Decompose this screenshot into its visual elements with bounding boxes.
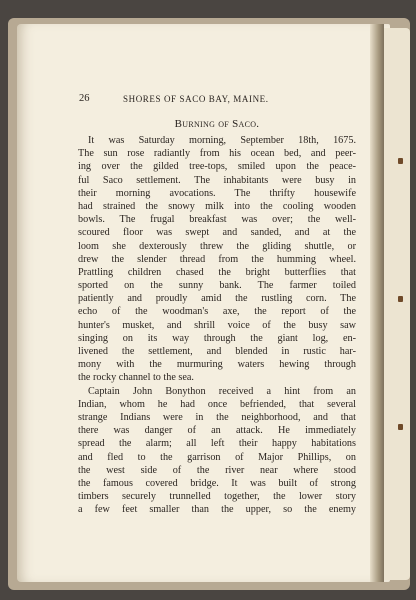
text-line: The sun rose radiantly from his ocean bed, and peer- — [78, 148, 356, 160]
text-line: spread the alarm; all left their happy habitations — [78, 438, 356, 450]
running-head: SHORES OF SACO BAY, MAINE. — [123, 94, 269, 104]
text-line: mony with the murmuring waters hewing through — [78, 359, 356, 371]
text-line: sported on the sunny bank. The farmer toiled — [78, 280, 356, 292]
text-line: and fled to the garrison of Major Phillips, on — [78, 451, 356, 463]
text-line: ing over the gilded tree-tops, smiled upon the peace- — [78, 161, 356, 173]
text-line: echo of the woodman's axe, the report of the — [78, 306, 356, 318]
page-tab-marker — [398, 424, 403, 430]
text-line: the famous covered bridge. It was built of strong — [78, 477, 356, 489]
section-title: Burning of Saco. — [174, 118, 260, 130]
text-line: drew the slender thread from the humming wheel. — [78, 253, 356, 265]
text-line: singing on its way through the giant log, en- — [78, 332, 356, 344]
text-line: hunter's musket, and shrill voice of the busy saw — [78, 319, 356, 331]
text-line: there was danger of an attack. He immediately — [78, 425, 356, 437]
text-line: ful Saco settlement. The inhabitants were busy in — [78, 174, 356, 186]
page-tab-marker — [398, 158, 403, 164]
text-line: livened the settlement, and blended in rustic har- — [78, 346, 356, 357]
page-tab-marker — [398, 296, 403, 302]
text-line: loom she dexterously threw the gliding shuttle, or — [78, 240, 356, 252]
text-line: patiently and proudly amid the rustling corn. The — [78, 293, 356, 305]
text-line: bowls. The frugal breakfast was over; the well- — [78, 214, 356, 226]
text-line: the rocky channel to the sea. — [78, 372, 194, 384]
text-line: Captain John Bonython received a hint from an — [88, 385, 356, 397]
body-text — [78, 134, 356, 516]
text-line: the west side of the river near where stood — [78, 464, 356, 476]
book-gutter — [370, 24, 384, 582]
page-number: 26 — [79, 93, 90, 104]
facing-page-edge — [384, 28, 410, 580]
text-line: Prattling children chased the bright butterflies that — [78, 266, 356, 278]
text-line: scoured floor was swept and sanded, and at the — [78, 227, 356, 239]
text-line: a few feet smaller than the upper, so the enemy — [78, 504, 356, 516]
page-header — [79, 93, 355, 107]
text-line: Indian, whom he had once befriended, that several — [78, 398, 356, 410]
text-line: It was Saturday morning, September 18th, 1675. — [88, 135, 356, 146]
text-line: timbers securely trunnelled together, the lower story — [78, 491, 356, 503]
text-line: strange Indians were in the neighborhood, and that — [78, 411, 356, 423]
text-line: had strained the snowy milk into the cooling wooden — [78, 200, 356, 212]
text-line: their morning avocations. The thrifty housewife — [78, 187, 356, 199]
